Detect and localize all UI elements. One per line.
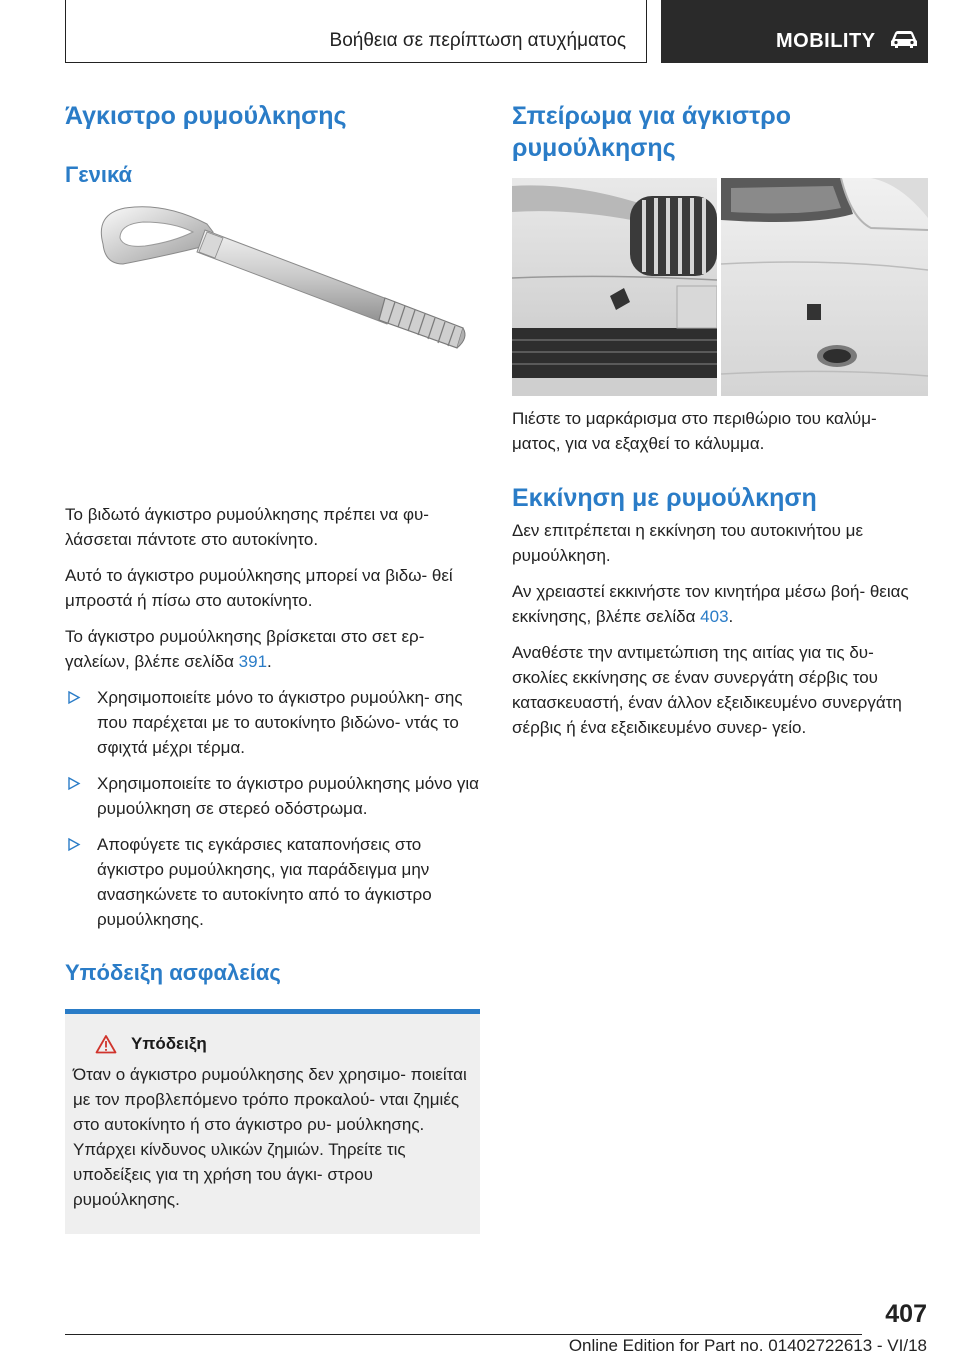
- section-title-thread: Σπείρωμα για άγκιστρο ρυμούλκησης: [512, 102, 792, 162]
- footer-divider: [65, 1334, 862, 1335]
- front-bumper-photo: [512, 178, 717, 396]
- subsection-safety: Υπόδειξη ασφαλείας: [65, 960, 281, 985]
- paragraph-jump-start: [512, 579, 928, 629]
- warning-triangle-icon: [95, 1034, 117, 1054]
- header-section-box: [65, 0, 647, 63]
- page-number: 407: [885, 1300, 927, 1328]
- toolkit-text: Το άγκιστρο ρυμούλκησης βρίσκεται στο σετ ερ- γαλείων, βλέπε σελίδα: [65, 627, 425, 671]
- triangle-bullet-icon: [67, 685, 81, 710]
- toolkit-text-end: .: [267, 652, 272, 671]
- car-icon: [889, 28, 919, 50]
- paragraph-storage: Το βιδωτό άγκιστρο ρυμούλκησης πρέπει να φυ- λάσσεται πάντοτε στο αυτοκίνητο.: [65, 505, 429, 549]
- bullet-text: Χρησιμοποιείτε μόνο το άγκιστρο ρυμούλκη- σης που παρέχεται με το αυτοκίνητο βιδώνο- ντάς το σφιχτά μέχρι τέρμα.: [97, 688, 463, 757]
- subsection-tow-start: Εκκίνηση με ρυμούλκηση: [512, 484, 817, 512]
- bullet-text: Χρησιμοποιείτε το άγκιστρο ρυμούλκησης μόνο για ρυμούλκηση σε στερεό οδόστρωμα.: [97, 774, 480, 818]
- bullet-list: [65, 685, 480, 932]
- list-item: [65, 771, 480, 821]
- paragraph-toolkit: [65, 624, 480, 674]
- paragraph-mounting: Αυτό το άγκιστρο ρυμούλκησης μπορεί να βιδω- θεί μπροστά ή πίσω στο αυτοκίνητο.: [65, 566, 453, 610]
- jump-start-text-end: .: [728, 607, 734, 626]
- list-item: [65, 832, 480, 932]
- header-category-box: [661, 0, 928, 63]
- paragraph-cover: Πιέστε το μαρκάρισμα στο περιθώριο του καλύμ- ματος, για να εξαχθεί το κάλυμμα.: [512, 409, 877, 453]
- subsection-general: Γενικά: [65, 162, 133, 187]
- page-link-391[interactable]: 391: [238, 652, 268, 671]
- triangle-bullet-icon: [67, 771, 81, 796]
- tow-hook-illustration: [65, 194, 480, 414]
- page-link-403[interactable]: 403: [700, 607, 729, 626]
- warning-heading: Υπόδειξη: [131, 1034, 207, 1053]
- left-column: [65, 100, 480, 1234]
- header-section-title: Βοήθεια σε περίπτωση ατυχήματος: [329, 30, 626, 51]
- header-category-label: MOBILITY: [776, 30, 876, 52]
- bumper-photos: [512, 178, 928, 396]
- warning-header: [95, 1034, 472, 1054]
- warning-text: Όταν ο άγκιστρο ρυμούλκησης δεν χρησιμο- ποιείται με τον προβλεπόμενο τρόπο προκαλού- νται ζημιές στο αυτοκίνητο ή στο άγκιστρο ρυ- μούλκησης. Υπάρχει κίνδυνος υλικών ζημιών. Τηρείτε τις υποδείξεις για τη χρήση του άγκι- στρου ρυμούλκησης.: [73, 1065, 467, 1209]
- paragraph-no-tow-start: Δεν επιτρέπεται η εκκίνηση του αυτοκινήτου με ρυμούλκηση.: [512, 521, 864, 565]
- paragraph-service: Αναθέστε την αντιμετώπιση της αιτίας για τις δυ- σκολίες εκκίνησης σε έναν συνεργάτη σέρβις του κατασκευαστή, έναν άλλον εξειδικευμένο συνεργάτη σέρβις ή ένα εξειδικευμένο συνερ- γείο.: [512, 643, 902, 737]
- rear-bumper-photo: [721, 178, 928, 396]
- triangle-bullet-icon: [67, 832, 81, 857]
- footer-edition: Online Edition for Part no. 01402722613 - VI/18: [568, 1336, 927, 1355]
- bullet-text: Αποφύγετε τις εγκάρσιες καταπονήσεις στο άγκιστρο ρυμούλκησης, για παράδειγμα μην ανασηκώνετε το αυτοκίνητο από το άγκιστρο ρυμούλκησης.: [97, 835, 432, 929]
- warning-box: [65, 1009, 480, 1234]
- jump-start-text: Αν χρειαστεί εκκινήστε τον κινητήρα μέσω βοή- θειας εκκίνησης, βλέπε σελίδα: [512, 582, 909, 626]
- list-item: [65, 685, 480, 760]
- section-title-tow-hook: Άγκιστρο ρυμούλκησης: [65, 102, 347, 130]
- right-column: [512, 100, 928, 740]
